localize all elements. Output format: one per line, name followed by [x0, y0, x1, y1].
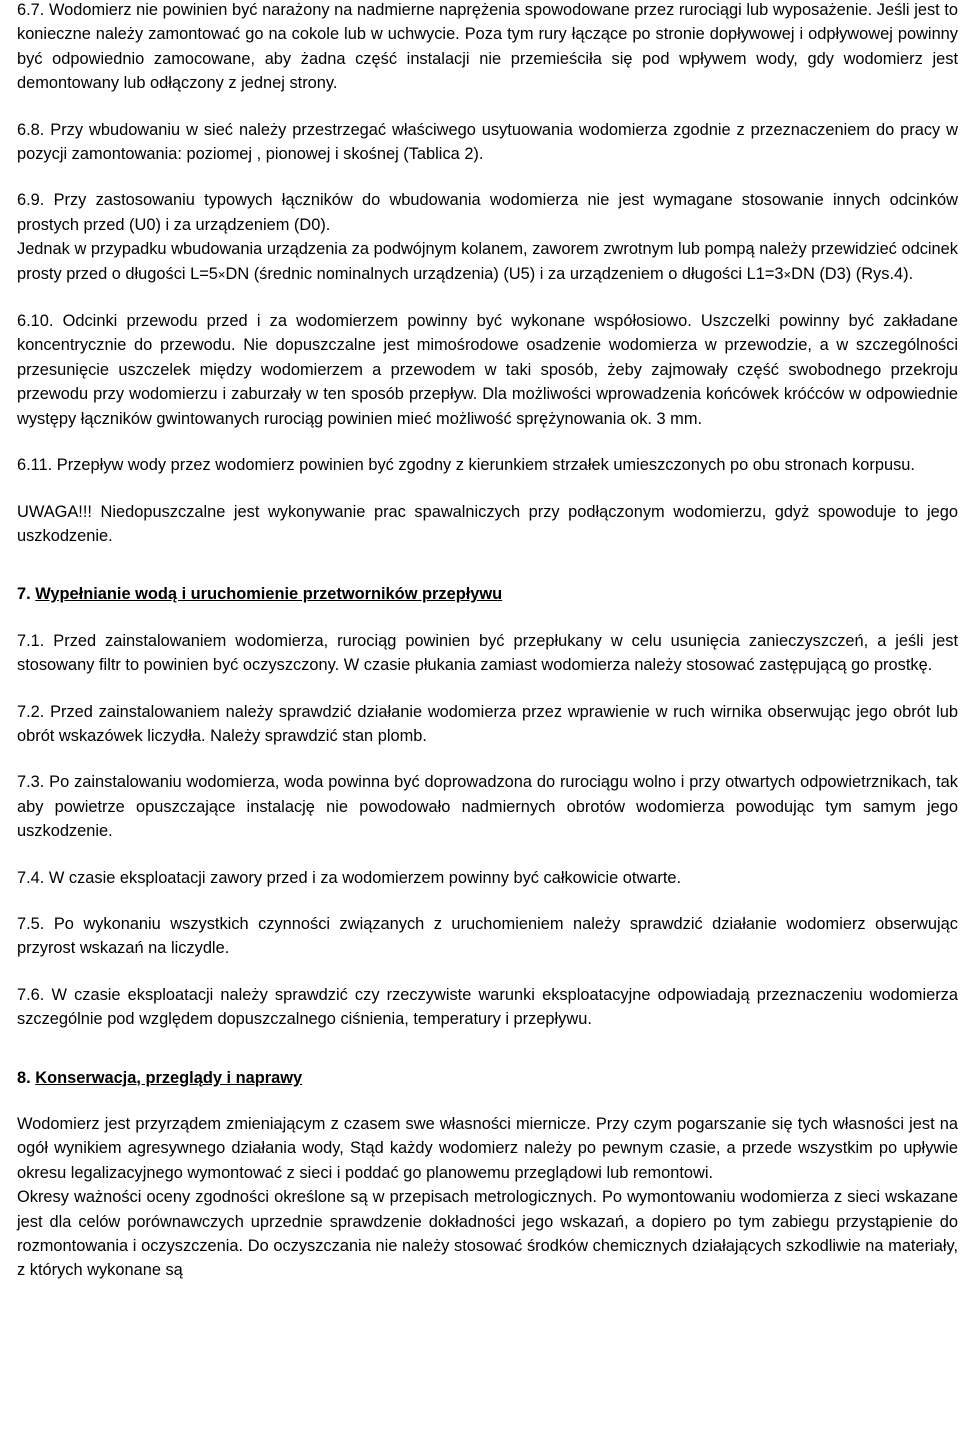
spacer [17, 431, 958, 453]
paragraph-7-4: 7.4. W czasie eksploatacji zawory przed i za wodomierzem powinny być całkowicie otwarte. [17, 868, 682, 887]
paragraph-7-6: 7.6. W czasie eksploatacji należy sprawdzić czy rzeczywiste warunki eksploatacyjne odpowiadają przeznaczeniu wodomierza szczególnie pod względem dopuszczalnego ciśnienia, temperatury i przepływu. [17, 985, 958, 1029]
times-symbol: × [217, 266, 226, 282]
spacer [17, 166, 958, 188]
paragraph-7-1: 7.1. Przed zainstalowaniem wodomierza, rurociąg powinien być przepłukany w celu usunięcia zanieczyszczeń, a jeśli jest stosowany filtr to powinien być oczyszczony. W czasie płukania zamiast wodomierza należy stosować zastępującą go prostkę. [17, 631, 958, 675]
section-8-number: 8. [17, 1068, 36, 1087]
section-7-heading [17, 582, 958, 606]
spacer [17, 748, 958, 770]
section-7-title: Wypełnianie wodą i uruchomienie przetworników przepływu [35, 585, 503, 604]
paragraph-6-9b [17, 237, 958, 287]
paragraph-7-2: 7.2. Przed zainstalowaniem należy sprawdzić działanie wodomierza przez wprawienie w ruch wirnika obserwując jego obrót lub obrót wskazówek liczydła. Należy sprawdzić stan plomb. [17, 702, 958, 745]
paragraph-7-5: 7.5. Po wykonaniu wszystkich czynności związanych z uruchomieniem należy sprawdzić działanie wodomierz obserwując przyrost wskazań na liczydle. [17, 914, 958, 958]
warning-note: UWAGA!!! Niedopuszczalne jest wykonywanie prac spawalniczych przy podłączonym wodomierzu, gdyż spowoduje to jego uszkodzenie. [17, 502, 958, 545]
spacer [17, 844, 958, 866]
spacer [17, 1090, 958, 1112]
paragraph-6-7: 6.7. Wodomierz nie powinien być narażony na nadmierne naprężenia spowodowane przez rurociągi lub wyposażenie. Jeśli jest to konieczne należy zamontować go na cokole lub w uchwycie. Poza tym rury łączące po stronie dopływowej i odpływowej powinny być odpowiednio zamocowane, aby żadna część instalacji nie przemieściła się pod wpływem wody, gdy wodomierz jest demontowany lub odłączony z jednej strony. [17, 1, 958, 93]
spacer [17, 96, 958, 118]
paragraph-8-a: Wodomierz jest przyrządem zmieniającym z czasem swe własności miernicze. Przy czym pogarszanie się tych własności jest na ogół wynikiem agresywnego działania wody, Stąd każdy wodomierz należy po pewnym czasie, a przede wszystkim po upływie okresu legalizacyjnego wymontować z sieci i poddać go planowemu przeglądowi lub remontowi. [17, 1115, 958, 1182]
paragraph-6-9a: 6.9. Przy zastosowaniu typowych łączników do wbudowania wodomierza nie jest wymagane stosowanie innych odcinków prostych przed (U0) i za urządzeniem (D0). [17, 191, 958, 234]
times-symbol: × [783, 266, 792, 282]
spacer [17, 478, 958, 500]
section-8-heading [17, 1066, 958, 1090]
spacer [17, 607, 958, 629]
spacer [17, 678, 958, 700]
section-8-title: Konserwacja, przeglądy i naprawy [35, 1068, 303, 1087]
paragraph-6-8: 6.8. Przy wbudowaniu w sieć należy przestrzegać właściwego usytuowania wodomierza zgodnie z przeznaczeniem do pracy w pozycji zamontowania: poziomej , pionowej i skośnej (Tablica 2). [17, 120, 958, 164]
paragraph-6-10: 6.10. Odcinki przewodu przed i za wodomierzem powinny być wykonane współosiowo. Uszczelki powinny być zakładane koncentrycznie do przewodu. Nie dopuszczalne jest mimośrodowe osadzenie wodomierza w przewodzie, a w szczególności przesunięcie uszczelek między wodomierzem a przewodem w taki sposób, żeby zajmowały część swobodnego przekroju przewodu przy wodomierzu i zaburzały w ten sposób przepływ. Dla możliwości wprowadzenia końcówek króćców w odpowiednie występy łączników gwintowanych rurociąg powinien mieć możliwość sprężynowania ok. 3 mm. [17, 312, 958, 428]
spacer [17, 1032, 958, 1066]
paragraph-6-11: 6.11. Przepływ wody przez wodomierz powinien być zgodny z kierunkiem strzałek umieszczonych po obu stronach korpusu. [17, 456, 915, 475]
paragraph-8-b: Okresy ważności oceny zgodności określone są w przepisach metrologicznych. Po wymontowaniu wodomierza z sieci wskazane jest dla celów porównawczych uprzednie sprawdzenie dokładności jego wskazań, a dopiero po tym zabiegu przystąpienie do rozmontowania i oczyszczenia. Do oczyszczania nie należy stosować środków chemicznych działających szkodliwie na materiały, z których wykonane są [17, 1188, 958, 1280]
spacer [17, 287, 958, 309]
section-7-number: 7. [17, 585, 36, 604]
paragraph-7-3: 7.3. Po zainstalowaniu wodomierza, woda powinna być doprowadzona do rurociągu wolno i przy otwartych odpowietrznikach, tak aby powietrze opuszczające instalację nie powodowało nadmiernych obrotów wodomierza powodując tym samym jego uszkodzenie. [17, 773, 958, 841]
p6-9b-pre: Jednak w przypadku wbudowania urządzenia za podwójnym kolanem, zaworem zwrotnym lub pompą należy przewidzieć odcinek prosty przed o długości L=5 [17, 240, 958, 283]
document-page [17, 0, 958, 1283]
spacer [17, 548, 958, 582]
spacer [17, 961, 958, 983]
p6-9b-post: DN (D3) (Rys.4). [791, 264, 914, 283]
spacer [17, 890, 958, 912]
p6-9b-mid: DN (średnic nominalnych urządzenia) (U5) i za urządzeniem o długości L1=3 [225, 264, 784, 283]
